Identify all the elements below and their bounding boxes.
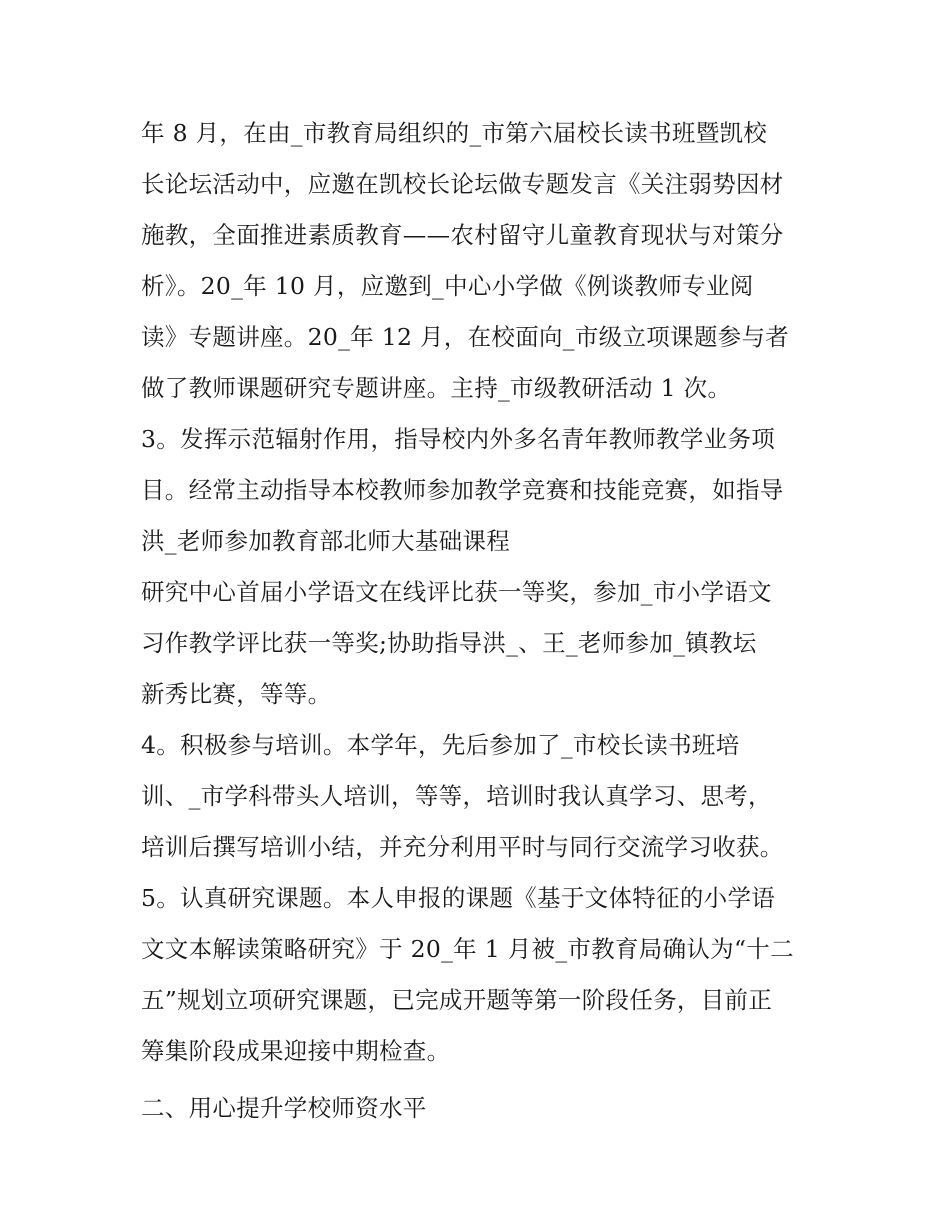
text-line: 3。发挥示范辐射作用，指导校内外多名青年教师教学业务项 xyxy=(141,425,776,453)
text-line: 4。积极参与培训。本学年，先后参加了_市校长读书班培 xyxy=(141,731,740,759)
text-line: 训、_市学科带头人培训，等等，培训时我认真学习、思考， xyxy=(141,782,772,810)
text-line: 习作教学评比获一等奖;协助指导洪_、王_老师参加_镇教坛 xyxy=(141,629,757,657)
text-line: 洪_老师参加教育部北师大基础课程 xyxy=(141,527,511,555)
body-text xyxy=(141,108,821,1134)
text-line: 研究中心首届小学语文在线评比获一等奖，参加_市小学语文 xyxy=(141,578,772,606)
section-heading: 二、用心提升学校师资水平 xyxy=(141,1094,427,1122)
text-line: 目。经常主动指导本校教师参加教学竞赛和技能竞赛，如指导 xyxy=(141,476,784,504)
text-line: 长论坛活动中，应邀在凯校长论坛做专题发言《关注弱势因材 xyxy=(141,170,784,198)
text-line: 做了教师课题研究专题讲座。主持_市级教研活动 1 次。 xyxy=(141,374,732,402)
text-line: 筹集阶段成果迎接中期检查。 xyxy=(141,1037,451,1065)
text-line: 年 8 月，在由_市教育局组织的_市第六届校长读书班暨凯校 xyxy=(141,119,768,147)
text-line: 培训后撰写培训小结，并充分利用平时与同行交流学习收获。 xyxy=(141,833,784,861)
text-line: 析》。20_年 10 月，应邀到_中心小学做《例谈教师专业阅 xyxy=(141,272,754,300)
text-line: 文文本解读策略研究》于 20_年 1 月被_市教育局确认为“十二 xyxy=(141,935,794,963)
text-line: 施教，全面推进素质教育——农村留守儿童教育现状与对策分 xyxy=(141,221,784,249)
text-line: 新秀比赛，等等。 xyxy=(141,680,332,708)
text-line: 五”规划立项研究课题，已完成开题等第一阶段任务，目前正 xyxy=(141,986,773,1014)
text-line: 5。认真研究课题。本人申报的课题《基于文体特征的小学语 xyxy=(141,884,776,912)
text-line: 读》专题讲座。20_年 12 月，在校面向_市级立项课题参与者 xyxy=(141,323,790,351)
